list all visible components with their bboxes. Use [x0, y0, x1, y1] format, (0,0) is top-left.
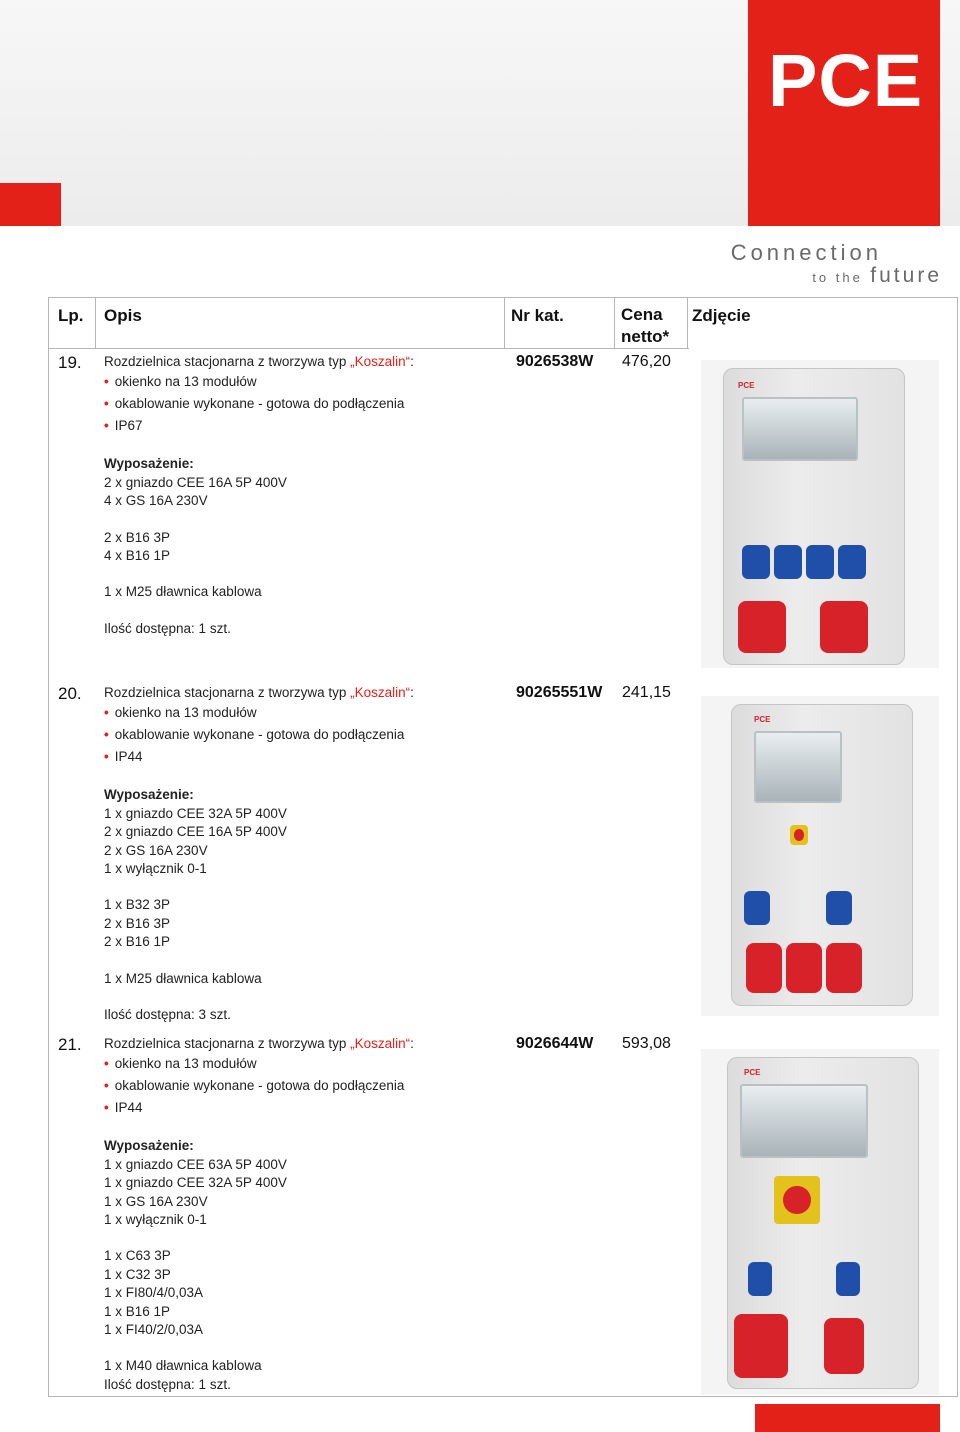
equipment-item: 1 x wyłącznik 0-1 [104, 861, 207, 877]
red-socket-icon [786, 943, 822, 993]
header-divider [49, 348, 689, 349]
red-accent-block [0, 183, 61, 226]
photo-logo: PCE [754, 715, 771, 724]
header-cena-line1: Cena [621, 305, 663, 324]
blue-socket-icon [826, 891, 852, 925]
product-photo [701, 360, 939, 668]
column-divider [504, 298, 505, 348]
product-type-name: „Koszalin“ [350, 1036, 411, 1051]
equipment-item: 4 x GS 16A 230V [104, 493, 208, 509]
equipment-label: Wyposażenie: [104, 456, 194, 472]
availability: Ilość dostępna: 3 szt. [104, 1007, 231, 1023]
blue-socket-icon [748, 1262, 772, 1296]
red-socket-icon [738, 601, 786, 653]
catalog-number: 90265551W [516, 684, 603, 701]
blue-socket-icon [774, 545, 802, 579]
red-socket-icon [746, 943, 782, 993]
column-divider [687, 298, 688, 348]
protection-item: 1 x C63 3P [104, 1248, 171, 1264]
feature-bullet: • okablowanie wykonane - gotowa do podłączenia [104, 1075, 414, 1097]
protection-item: 4 x B16 1P [104, 548, 171, 564]
slogan-future [812, 264, 942, 288]
protection-item: 1 x B32 3P [104, 897, 171, 913]
blue-socket-icon [836, 1262, 860, 1296]
red-accent-block [755, 1404, 940, 1432]
column-divider [614, 298, 615, 348]
protection-item: 2 x B16 3P [104, 529, 171, 545]
header-opis: Opis [104, 306, 142, 325]
row-description [104, 1035, 414, 1394]
brand-logo [748, 0, 940, 226]
equipment-item: 2 x GS 16A 230V [104, 842, 208, 858]
title-suffix: : [410, 685, 414, 700]
feature-bullet: • IP44 [104, 1097, 414, 1119]
availability: Ilość dostępna: 1 szt. [104, 620, 231, 636]
blue-socket-icon [744, 891, 770, 925]
row-lp: 19. [58, 353, 82, 372]
catalog-number: 9026644W [516, 1035, 594, 1052]
rotary-switch-icon [774, 1176, 820, 1224]
row-description [104, 353, 414, 638]
protection-item: 2 x B16 3P [104, 915, 171, 931]
header-cena [621, 304, 669, 348]
equipment-label: Wyposażenie: [104, 787, 194, 803]
cabinet-image [723, 368, 905, 665]
row-description [104, 684, 414, 1024]
row-title [104, 684, 414, 702]
price: 476,20 [622, 353, 671, 370]
column-divider [95, 298, 96, 348]
protection-item: 1 x B16 1P [104, 1303, 171, 1319]
equipment-item: 1 x GS 16A 230V [104, 1193, 208, 1209]
protection-item: 1 x FI80/4/0,03A [104, 1285, 204, 1301]
cable-gland: 1 x M25 dławnica kablowa [104, 584, 262, 600]
red-socket-icon [820, 601, 868, 653]
protection-item: 2 x B16 1P [104, 934, 171, 950]
row-title [104, 353, 414, 371]
module-window [740, 1084, 868, 1158]
protection-item: 1 x C32 3P [104, 1266, 171, 1282]
title-prefix: Rozdzielnica stacjonarna z tworzywa typ [104, 685, 351, 700]
cable-gland: 1 x M40 dławnica kablowa [104, 1358, 262, 1374]
slogan-big: future [870, 264, 942, 287]
slogan-connection: Connection [730, 240, 882, 265]
header-lp: Lp. [58, 306, 84, 325]
cable-gland: 1 x M25 dławnica kablowa [104, 970, 262, 986]
equipment-item: 1 x gniazdo CEE 32A 5P 400V [104, 805, 287, 821]
photo-logo: PCE [744, 1068, 761, 1077]
feature-bullet: • okienko na 13 modułów [104, 702, 414, 724]
equipment-item: 2 x gniazdo CEE 16A 5P 400V [104, 824, 287, 840]
product-photo [701, 696, 939, 1016]
equipment-item: 1 x gniazdo CEE 63A 5P 400V [104, 1156, 287, 1172]
slogan-small: to the [812, 270, 863, 285]
title-suffix: : [410, 1036, 414, 1051]
feature-bullet: • okablowanie wykonane - gotowa do podłączenia [104, 724, 414, 746]
blue-socket-icon [838, 545, 866, 579]
row-lp: 20. [58, 684, 82, 703]
title-suffix: : [410, 354, 414, 369]
red-socket-icon [826, 943, 862, 993]
feature-bullet: • okablowanie wykonane - gotowa do podłączenia [104, 393, 414, 415]
product-type-name: „Koszalin“ [350, 685, 411, 700]
protection-item: 1 x FI40/2/0,03A [104, 1322, 204, 1338]
row-title [104, 1035, 414, 1053]
product-photo [701, 1049, 939, 1395]
product-table [48, 297, 958, 1397]
brand-logo-text: PCE [768, 39, 924, 122]
blue-socket-icon [806, 545, 834, 579]
module-window [754, 731, 842, 803]
header-cena-line2: netto* [621, 327, 670, 346]
header-nr-kat: Nr kat. [511, 306, 564, 325]
equipment-item: 1 x wyłącznik 0-1 [104, 1212, 207, 1228]
blue-socket-icon [742, 545, 770, 579]
header-zdjecie: Zdjęcie [692, 306, 751, 325]
feature-bullet: • IP44 [104, 746, 414, 768]
equipment-item: 2 x gniazdo CEE 16A 5P 400V [104, 474, 287, 490]
title-prefix: Rozdzielnica stacjonarna z tworzywa typ [104, 354, 351, 369]
row-lp: 21. [58, 1035, 82, 1054]
feature-bullet: • IP67 [104, 415, 414, 437]
module-window [742, 397, 858, 461]
cabinet-image [727, 1057, 919, 1389]
equipment-item: 1 x gniazdo CEE 32A 5P 400V [104, 1175, 287, 1191]
price: 593,08 [622, 1035, 671, 1052]
feature-bullet: • okienko na 13 modułów [104, 1053, 414, 1075]
header-banner [0, 0, 960, 226]
equipment-label: Wyposażenie: [104, 1138, 194, 1154]
red-socket-icon [824, 1318, 864, 1374]
title-prefix: Rozdzielnica stacjonarna z tworzywa typ [104, 1036, 351, 1051]
product-type-name: „Koszalin“ [350, 354, 411, 369]
red-socket-icon [734, 1314, 788, 1378]
photo-logo: PCE [738, 381, 755, 390]
rotary-switch-icon [790, 825, 808, 845]
availability: Ilość dostępna: 1 szt. [104, 1376, 231, 1392]
cabinet-image [731, 704, 913, 1006]
feature-bullet: • okienko na 13 modułów [104, 371, 414, 393]
price: 241,15 [622, 684, 671, 701]
catalog-number: 9026538W [516, 353, 594, 370]
